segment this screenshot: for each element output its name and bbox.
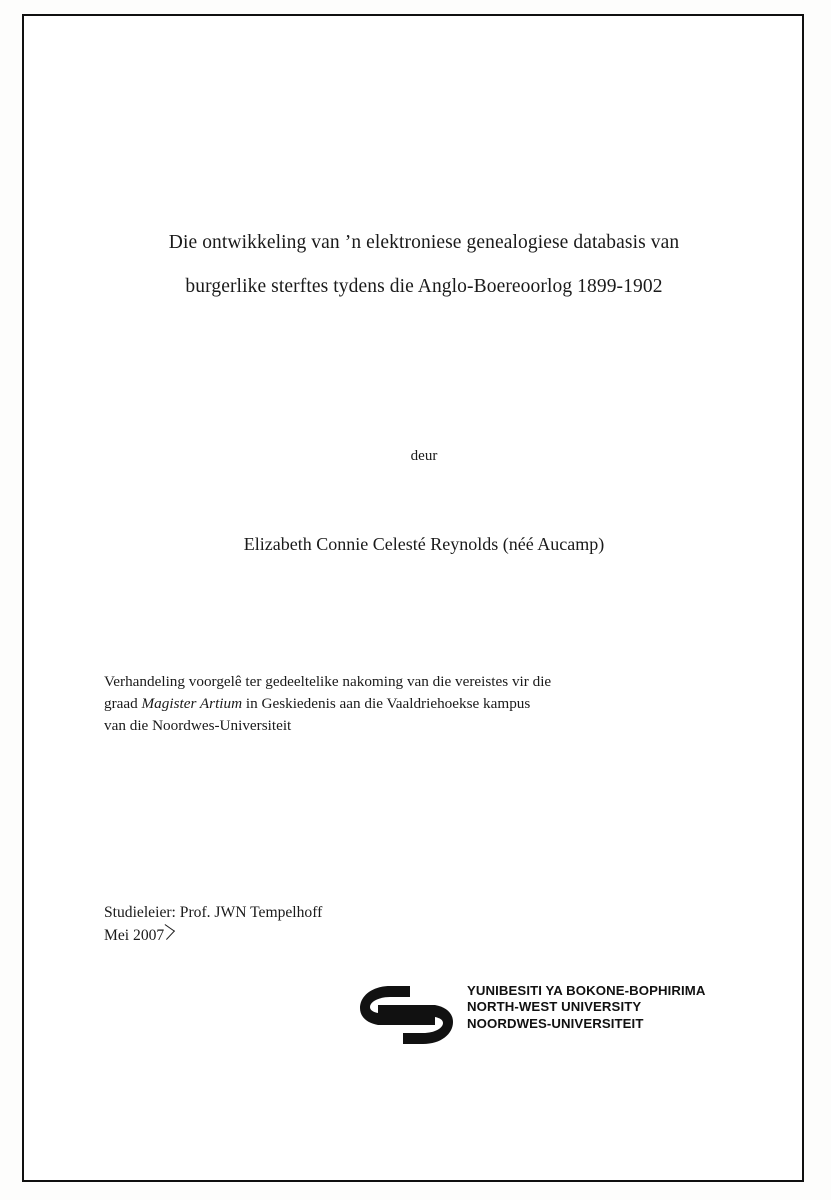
by-label: deur (410, 448, 438, 464)
statement-line-2 (104, 693, 720, 715)
logo-line-3: NOORDWES-UNIVERSITEIT (467, 1015, 644, 1031)
submission-date: Mei 2007 (104, 924, 164, 947)
statement-line-2-post: in Geskiedenis aan die Vaaldriehoekse kampus (242, 695, 531, 712)
title-line-2: burgerlike sterftes tydens die Anglo-Boereoorlog 1899-1902 (185, 276, 663, 297)
submission-date-wrapper (104, 924, 322, 947)
title-line-1: Die ontwikkeling van ’n elektroniese genealogiese databasis van (168, 232, 680, 253)
author-name: Elizabeth Connie Celesté Reynolds (néé Aucamp) (243, 534, 605, 554)
statement-line-3: van die Noordwes-Universiteit (104, 717, 292, 734)
content-area (104, 16, 744, 1180)
degree-name: Magister Artium (141, 695, 243, 712)
logo-line-1: YUNIBESITI YA BOKONE-BOPHIRIMA (467, 983, 706, 998)
statement-line-2-pre: graad (104, 695, 142, 712)
logo-wordmark (467, 983, 705, 1032)
logo-line-2: NORTH-WEST UNIVERSITY (467, 999, 642, 1015)
page-border (22, 14, 804, 1182)
nwu-emblem-icon (354, 982, 459, 1048)
university-logo (274, 978, 706, 1048)
degree-statement (104, 671, 720, 737)
supervisor-block (104, 901, 322, 947)
page-title (104, 221, 744, 309)
supervisor-name: Studieleier: Prof. JWN Tempelhoff (104, 904, 323, 921)
statement-line-1: Verhandeling voorgelê ter gedeeltelike nakoming van die vereistes vir die (104, 673, 552, 690)
